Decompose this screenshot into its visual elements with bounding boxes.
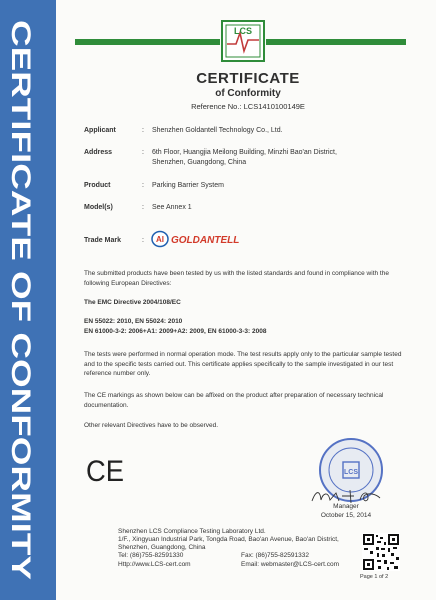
signature-block (306, 502, 386, 520)
header-rule-left (75, 39, 220, 45)
other-directives-text: Other relevant Directives have to be observed. (84, 422, 219, 429)
standards-line-2: EN 61000-3-2: 2006+A1: 2009+A2: 2009, EN 61000-3-3: 2008 (84, 328, 267, 335)
ce-mark-icon (86, 455, 126, 485)
applicant-value: : Shenzhen Goldantell Technology Co., Ltd. (142, 127, 283, 134)
header-rule-right (266, 39, 406, 45)
applicant-label: Applicant (84, 127, 116, 134)
certificate-subtitle: of Conformity (215, 88, 281, 99)
footer-fax: Fax: (86)755-82591332 (241, 552, 309, 559)
models-label: Model(s) (84, 204, 113, 211)
trademark-badge: AI (156, 235, 164, 244)
trademark-colon: : (142, 237, 144, 244)
manager-title: Manager (333, 503, 359, 510)
side-banner-text (2, 14, 54, 586)
footer-company: Shenzhen LCS Compliance Testing Laboratory Ltd. (118, 528, 266, 535)
footer-website[interactable]: Http://www.LCS-cert.com (118, 561, 191, 568)
lcs-logo (221, 20, 265, 62)
certificate-title: CERTIFICATE (196, 70, 300, 87)
trademark-label: Trade Mark (84, 237, 121, 244)
standards-line-1: EN 55022: 2010, EN 55024: 2010 (84, 318, 183, 325)
product-label: Product (84, 182, 111, 189)
reference-number: Reference No.: LCS1410100149E (191, 102, 305, 111)
footer-email[interactable]: Email: webmaster@LCS-cert.com (241, 561, 339, 568)
address-label: Address (84, 149, 113, 156)
ce-mark-text: CE (86, 455, 124, 485)
qr-code-icon (362, 533, 400, 571)
trademark-logo (151, 230, 247, 248)
side-banner (0, 0, 56, 600)
footer-address-1: 1/F., Xingyuan Industrial Park, Tongda Road, Bao'an Avenue, Bao'an District, (118, 536, 339, 543)
stamp-logo-text: LCS (344, 469, 358, 476)
footer-tel: Tel: (86)755-82591330 (118, 552, 184, 559)
trademark-name: GOLDANTELL (171, 235, 240, 246)
lcs-logo-text: LCS (234, 26, 252, 36)
ce-marking-paragraph: The CE markings as shown below can be affixed on the product after preparation of necessary technical documentation. (84, 392, 384, 409)
intro-paragraph: The submitted products have been tested by us with the listed standards and found in compliance with the following European Directives: (84, 270, 389, 287)
footer-address-2: Shenzhen, Guangdong, China (118, 544, 206, 551)
address-value: : 6th Floor, Huangjia Meilong Building, Minzhi Bao'an District, Shenzhen, Guangdong, China (142, 149, 337, 166)
models-value: : See Annex 1 (142, 204, 192, 211)
tests-paragraph: The tests were performed in normal operation mode. The test results apply only to the particular sample tested and to the specific tests carried out. This certificate applies specifically to the sample investigated in our test reference number only. (84, 351, 402, 378)
directive-text: The EMC Directive 2004/108/EC (84, 299, 181, 306)
side-banner-label: CERTIFICATE OF CONFORMITY (6, 20, 36, 431)
signature-date: October 15, 2014 (320, 512, 372, 519)
product-value: : Parking Barrier System (142, 182, 224, 189)
page-number: Page 1 of 2 (360, 574, 389, 580)
